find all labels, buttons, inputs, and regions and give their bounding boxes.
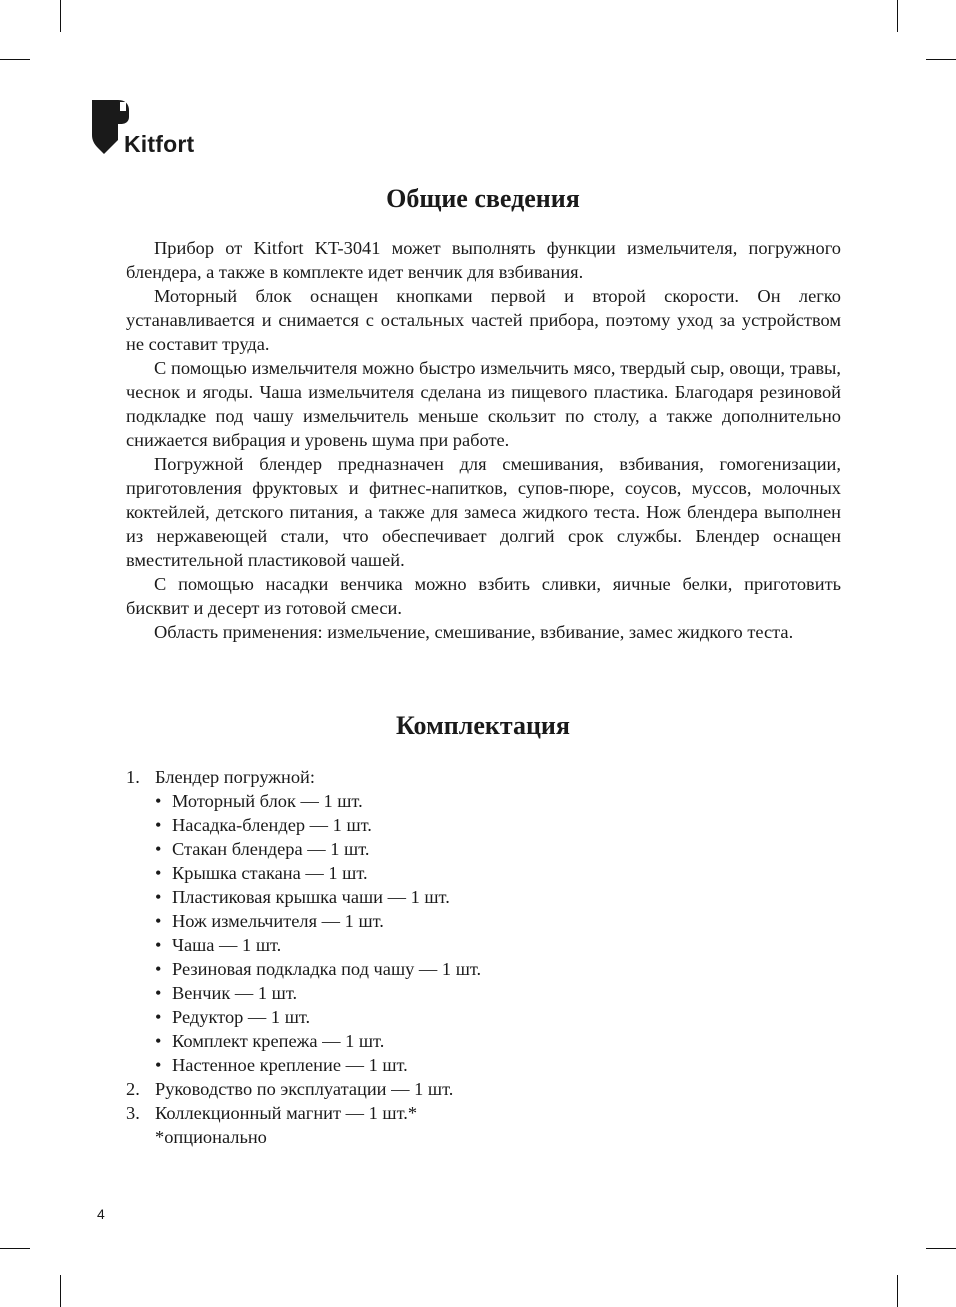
sub-list-item [126, 957, 841, 981]
sub-list-item-text: Пластиковая крышка чаши — 1 шт. [172, 887, 450, 907]
section-title-general: Общие сведения [386, 184, 580, 213]
bullet-icon: • [155, 1031, 162, 1051]
sub-list-item-text: Насадка-блендер — 1 шт. [172, 815, 372, 835]
paragraph: Прибор от Kitfort KT-3041 может выполнять функции измельчителя, погружного блендера, а также в комплекте идет венчик для взбивания. [126, 238, 841, 282]
paragraph: Область применения: измельчение, смешивание, взбивание, замес жидкого теста. [154, 622, 794, 642]
sub-list-item [126, 789, 841, 813]
crop-mark [0, 59, 30, 60]
sub-list-item-text: Чаша — 1 шт. [172, 935, 282, 955]
crop-mark [60, 1275, 61, 1307]
paragraph: Моторный блок оснащен кнопками первой и второй скорости. Он легко устанавливается и снимается с остальных частей прибора, поэтому уход за устройством не составит труда. [126, 286, 841, 354]
page-number: 4 [97, 1206, 105, 1222]
sub-list-item [126, 885, 841, 909]
sub-list-item-text: Венчик — 1 шт. [172, 983, 298, 1003]
list-item [126, 765, 841, 789]
bullet-icon: • [155, 863, 162, 883]
crop-mark [897, 0, 898, 32]
sub-list-item [126, 813, 841, 837]
list-item-text: Руководство по эксплуатации — 1 шт. [155, 1079, 454, 1099]
sub-list-item-text: Настенное крепление — 1 шт. [172, 1055, 408, 1075]
paragraph: Погружной блендер предназначен для смешивания, взбивания, гомогенизации, приготовления фруктовых и фитнес-напитков, супов-пюре, соусов, муссов, молочных коктейлей, детского питания, а также для замеса жидкого теста. Нож блендера выполнен из нержавеющей стали, что обеспечивает долгий срок службы. Блендер оснащен вместительной пластиковой чашей. [126, 454, 841, 570]
bullet-icon: • [155, 983, 162, 1003]
list-number: 2. [126, 1079, 140, 1099]
brand-name: Kitfort [124, 131, 195, 157]
sub-list-item-text: Стакан блендера — 1 шт. [172, 839, 370, 859]
bullet-icon: • [155, 887, 162, 907]
footnote: *опционально [155, 1127, 267, 1147]
sub-list-item-text: Крышка стакана — 1 шт. [172, 863, 368, 883]
sub-list-item [126, 837, 841, 861]
sub-list-item [126, 981, 841, 1005]
crop-mark [60, 0, 61, 32]
sub-list-item-text: Редуктор — 1 шт. [172, 1007, 311, 1027]
paragraph: С помощью измельчителя можно быстро измельчить мясо, твердый сыр, овощи, травы, чеснок и ягоды. Чаша измельчителя сделана из пищевого пластика. Благодаря резиновой подкладке под чашу измельчитель меньше скользит по столу, а также дополнительно снижается вибрация и уровень шума при работе. [126, 358, 841, 450]
sub-list-item-text: Резиновая подкладка под чашу — 1 шт. [172, 959, 482, 979]
list-item-text: Блендер погружной: [155, 767, 315, 787]
sub-list-item-text: Нож измельчителя — 1 шт. [172, 911, 384, 931]
general-info-body [126, 236, 841, 644]
sub-list-item-text: Комплект крепежа — 1 шт. [172, 1031, 385, 1051]
list-item [126, 1101, 841, 1125]
list-number: 1. [126, 767, 140, 787]
crop-mark [897, 1275, 898, 1307]
bullet-icon: • [155, 959, 162, 979]
section-title-contents: Комплектация [396, 711, 570, 740]
bullet-icon: • [155, 1055, 162, 1075]
list-item-text: Коллекционный магнит — 1 шт.* [155, 1103, 418, 1123]
sub-list-item [126, 933, 841, 957]
list-number: 3. [126, 1103, 140, 1123]
bullet-icon: • [155, 1007, 162, 1027]
sub-list-item [126, 861, 841, 885]
crop-mark [0, 1248, 30, 1249]
sub-list-item [126, 909, 841, 933]
paragraph: С помощью насадки венчика можно взбить сливки, яичные белки, приготовить бисквит и десерт из готовой смеси. [126, 574, 841, 618]
sub-list-item [126, 1005, 841, 1029]
sub-list-item [126, 1029, 841, 1053]
bullet-icon: • [155, 935, 162, 955]
contents-list [126, 765, 841, 1149]
bullet-icon: • [155, 839, 162, 859]
bullet-icon: • [155, 791, 162, 811]
list-item [126, 1077, 841, 1101]
bullet-icon: • [155, 911, 162, 931]
sub-list-item-text: Моторный блок — 1 шт. [172, 791, 363, 811]
crop-mark [926, 59, 956, 60]
crop-mark [926, 1248, 956, 1249]
bullet-icon: • [155, 815, 162, 835]
sub-list-item [126, 1053, 841, 1077]
